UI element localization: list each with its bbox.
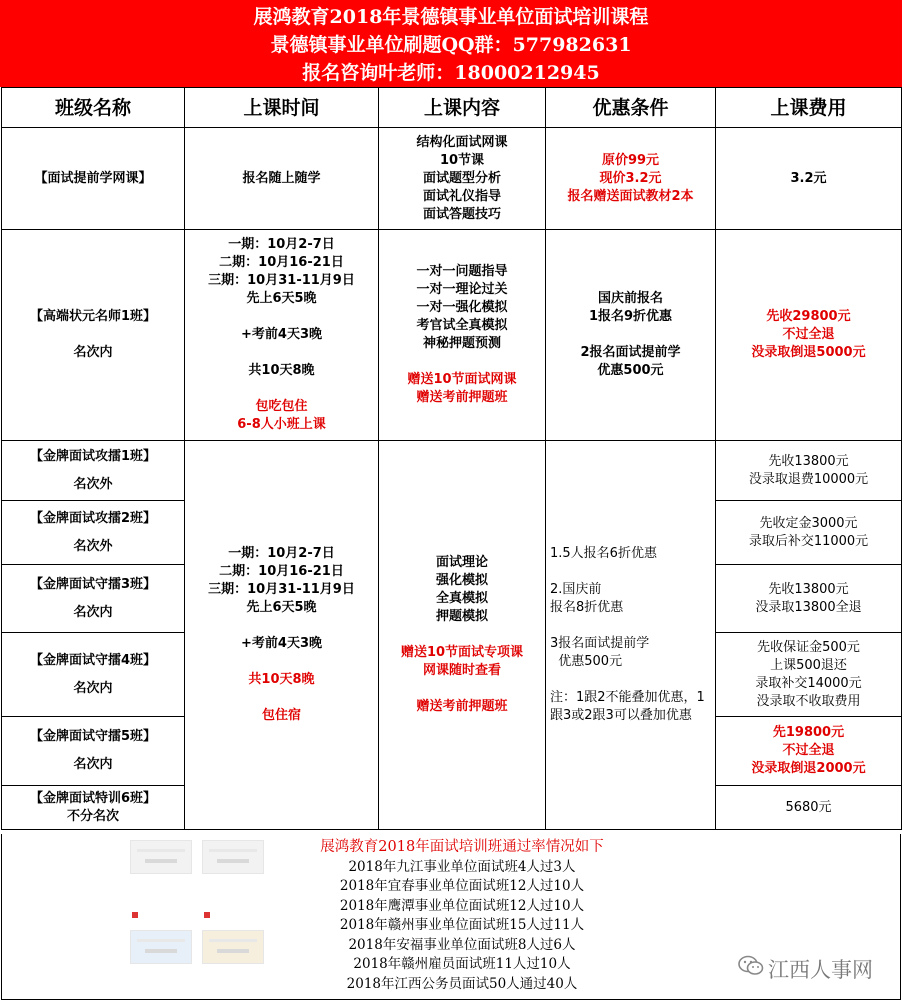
content-line: 一对一强化模拟 <box>416 300 508 315</box>
fee-line: 没录取不收取费用 <box>756 693 861 709</box>
class-name-title: 【金牌面试特训6班】 <box>29 790 157 806</box>
class-name <box>2 565 185 633</box>
certificate-thumbnail <box>202 930 264 964</box>
group-class-content <box>379 441 546 830</box>
list-item: 2018年赣州事业单位面试班15人过11人 <box>339 917 585 933</box>
class-discount <box>546 128 716 230</box>
fee-line: 不过全退 <box>782 743 835 758</box>
class-name-title: 【金牌面试攻擂1班】 <box>29 448 157 464</box>
table-row <box>2 230 902 441</box>
discount-line: 原价99元 <box>601 152 660 168</box>
fee-line: 没录取倒退5000元 <box>751 345 866 360</box>
discount-line: 3报名面试提前学 <box>550 636 650 651</box>
content-line: 面试答题技巧 <box>422 206 501 222</box>
table-row <box>2 128 902 230</box>
fee-line: 没录取倒退2000元 <box>751 761 866 776</box>
class-fee <box>716 230 902 441</box>
content-line: 面试礼仪指导 <box>422 188 501 204</box>
class-time: 报名随上随学 <box>185 128 379 230</box>
class-name-sub: 名次内 <box>73 680 113 696</box>
fee-line: 录取后补交11000元 <box>748 533 869 549</box>
class-fee <box>716 565 902 633</box>
content-line: 结构化面试网课 <box>416 134 508 150</box>
list-item: 2018年江西公务员面试50人通过40人 <box>346 975 578 992</box>
header-contact: 报名咨询叶老师：18000212945 <box>302 62 600 84</box>
class-name-sub: 名次内 <box>73 604 113 620</box>
class-name <box>2 633 185 717</box>
wechat-icon <box>738 955 764 977</box>
class-discount <box>546 230 716 441</box>
time-line: 先上6天5晚 <box>246 291 317 306</box>
pass-rate-title: 展鸿教育2018年面试培训班通过率情况如下 <box>320 839 604 855</box>
discount-line: 报名赠送面试教材2本 <box>567 188 694 204</box>
certificate-thumbnail <box>130 930 192 964</box>
certificate-thumbnails <box>130 840 266 990</box>
class-time <box>185 230 379 441</box>
group-class-time <box>185 441 379 830</box>
watermark <box>738 952 888 982</box>
col-header-class-name: 班级名称 <box>2 88 185 128</box>
list-item: 2018年鹰潭事业单位面试班12人过10人 <box>339 897 585 914</box>
content-line: 一对一问题指导 <box>416 264 508 279</box>
class-name-title: 【金牌面试守擂4班】 <box>29 652 157 668</box>
seal-icon <box>204 912 210 918</box>
discount-line: 2报名面试提前学 <box>580 345 681 360</box>
class-name <box>2 441 185 501</box>
seal-icon <box>132 912 138 918</box>
class-name: 【面试提前学网课】 <box>2 128 185 230</box>
class-fee: 5680元 <box>716 786 902 830</box>
class-fee <box>716 441 902 501</box>
content-highlight: 赠送考前押题班 <box>416 699 508 714</box>
fee-line: 先收13800元 <box>768 453 849 469</box>
col-header-discount: 优惠条件 <box>546 88 716 128</box>
content-line: 全真模拟 <box>435 591 488 606</box>
class-name-sub: 名次外 <box>73 538 113 554</box>
class-name <box>2 230 185 441</box>
list-item: 2018年赣州雇员面试班11人过10人 <box>353 956 571 972</box>
discount-line: 现价3.2元 <box>599 170 662 186</box>
class-fee: 3.2元 <box>716 128 902 230</box>
discount-line: 国庆前报名 <box>597 291 663 306</box>
class-fee <box>716 501 902 565</box>
class-name-sub: 不分名次 <box>66 808 119 824</box>
fee-line: 没录取13800全退 <box>755 599 862 615</box>
content-highlight: 赠送10节面试网课 <box>407 372 517 387</box>
content-highlight: 网课随时查看 <box>422 663 501 678</box>
content-highlight: 赠送考前押题班 <box>416 390 508 405</box>
class-name-title: 【金牌面试攻擂2班】 <box>29 510 157 526</box>
time-line: 一期：10月2-7日 <box>228 237 335 252</box>
class-name-sub: 名次内 <box>73 345 113 360</box>
time-line: 二期：10月16-21日 <box>219 255 344 270</box>
certificate-thumbnail <box>202 840 264 874</box>
header-title: 展鸿教育2018年景德镇事业单位面试培训课程 <box>253 6 649 28</box>
time-line: 三期：10月31-11月9日 <box>208 273 355 288</box>
discount-line: 报名8折优惠 <box>550 600 624 615</box>
table-header-row <box>2 88 902 128</box>
course-table <box>1 87 902 830</box>
time-line: 三期：10月31-11月9日 <box>208 582 355 597</box>
discount-line: 2.国庆前 <box>550 582 602 597</box>
class-name-title: 【高端状元名师1班】 <box>29 309 157 324</box>
class-name-title: 【金牌面试守擂5班】 <box>29 729 157 744</box>
fee-line: 先19800元 <box>772 725 845 740</box>
time-highlight: 共10天8晚 <box>248 672 315 687</box>
header-banner <box>0 0 902 87</box>
content-line: 面试题型分析 <box>422 170 501 186</box>
time-line: +考前4天3晚 <box>241 636 322 651</box>
class-fee <box>716 633 902 717</box>
class-name-title: 【金牌面试守擂3班】 <box>29 576 157 592</box>
content-line: 押题模拟 <box>435 609 488 624</box>
fee-line: 先收13800元 <box>768 581 849 597</box>
list-item: 2018年安福事业单位面试班8人过6人 <box>348 936 576 953</box>
content-line: 面试理论 <box>435 555 488 570</box>
class-content <box>379 230 546 441</box>
time-highlight: 包住宿 <box>261 708 301 723</box>
fee-line: 先收保证金500元 <box>757 639 860 655</box>
class-name <box>2 501 185 565</box>
fee-line: 先收29800元 <box>766 309 851 324</box>
content-line: 神秘押题预测 <box>422 336 501 351</box>
time-line: 二期：10月16-21日 <box>219 564 344 579</box>
certificate-thumbnail <box>130 840 192 874</box>
time-highlight: 包吃包住 <box>255 399 308 414</box>
time-line: +考前4天3晚 <box>241 327 322 342</box>
col-header-fee: 上课费用 <box>716 88 902 128</box>
table-row <box>2 441 902 501</box>
time-line: 一期：10月2-7日 <box>228 546 335 561</box>
time-line: 共10天8晚 <box>248 363 315 378</box>
discount-line: 1.5人报名6折优惠 <box>550 546 657 561</box>
content-line: 10节课 <box>439 152 485 168</box>
class-name <box>2 786 185 830</box>
group-class-discount <box>546 441 716 830</box>
discount-line: 优惠500元 <box>550 654 623 669</box>
discount-note: 注：1跟2不能叠加优惠，1跟3或2跟3可以叠加优惠 <box>550 690 705 723</box>
header-qq-group: 景德镇事业单位刷题QQ群：577982631 <box>270 34 632 56</box>
fee-line: 没录取退费10000元 <box>748 471 869 487</box>
class-content <box>379 128 546 230</box>
content-line: 强化模拟 <box>435 573 488 588</box>
fee-line: 上课500退还 <box>770 657 847 673</box>
fee-line: 录取补交14000元 <box>755 675 862 691</box>
content-highlight: 赠送10节面试专项课 <box>400 645 524 660</box>
list-item: 2018年宜春事业单位面试班12人过10人 <box>339 878 585 894</box>
discount-line: 优惠500元 <box>597 363 664 378</box>
pass-rate-list <box>262 838 662 994</box>
fee-line: 不过全退 <box>782 327 835 342</box>
col-header-time: 上课时间 <box>185 88 379 128</box>
fee-line: 先收定金3000元 <box>759 515 858 531</box>
class-name-sub: 名次外 <box>73 476 113 492</box>
discount-line: 1报名9折优惠 <box>588 309 673 324</box>
time-line: 先上6天5晚 <box>246 600 317 615</box>
col-header-content: 上课内容 <box>379 88 546 128</box>
time-highlight: 6-8人小班上课 <box>237 417 326 432</box>
class-fee <box>716 717 902 786</box>
content-line: 考官试全真模拟 <box>416 318 508 333</box>
class-name <box>2 717 185 786</box>
watermark-text: 江西人事网 <box>768 958 873 982</box>
list-item: 2018年九江事业单位面试班4人过3人 <box>348 858 576 875</box>
content-line: 一对一理论过关 <box>416 282 508 297</box>
results-section <box>1 834 901 1000</box>
class-name-sub: 名次内 <box>73 757 113 772</box>
